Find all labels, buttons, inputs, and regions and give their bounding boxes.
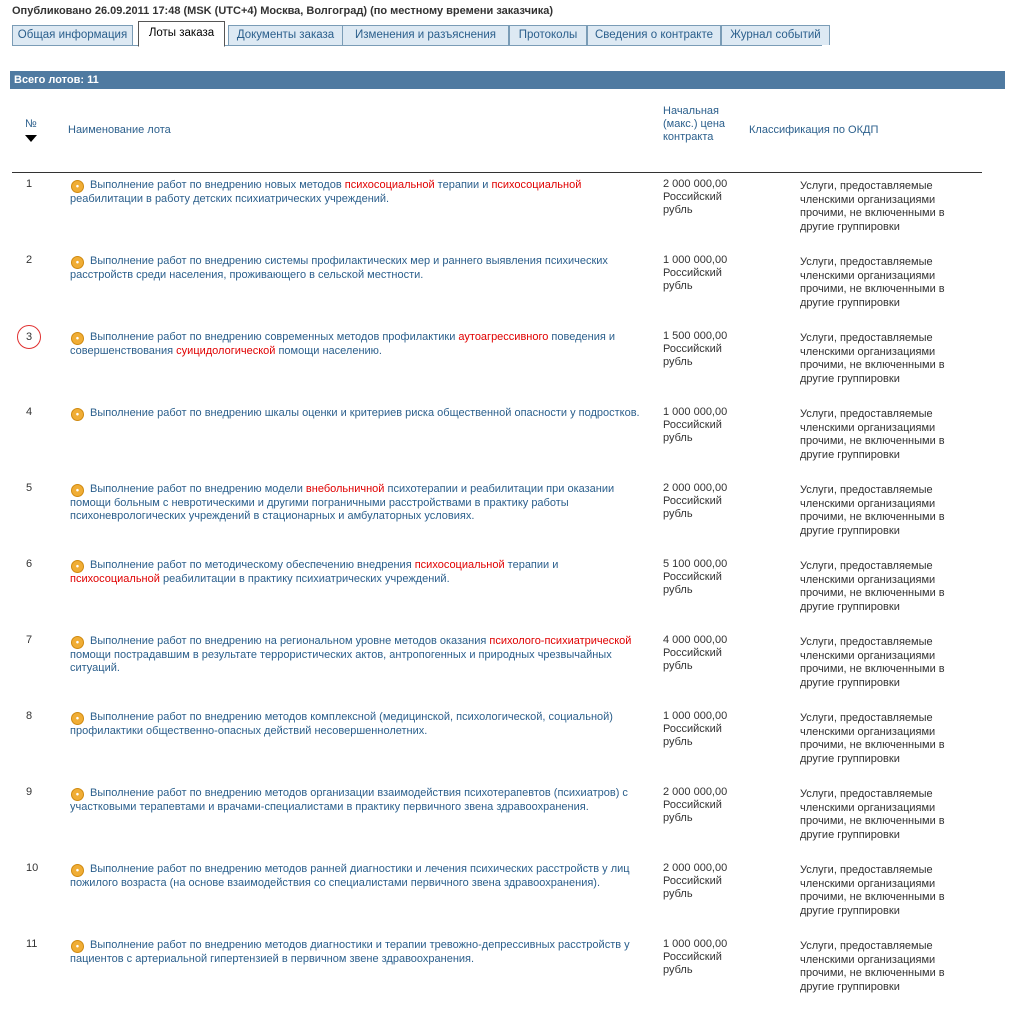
lot-name-text[interactable]: Выполнение работ по внедрению системы профилактических мер и раннего выявления психических расстройств среди населения, проживающего в сельской местности. <box>70 255 608 281</box>
lot-name-highlight[interactable]: аутоагрессивного <box>458 331 549 343</box>
lot-name-text[interactable]: терапии и <box>434 179 492 191</box>
lot-number-circled: 3 <box>17 325 41 349</box>
lot-okdp: Услуги, предоставляемые членскими организациями прочими, не включенными в другие группировки <box>800 408 945 461</box>
lot-name-highlight[interactable]: суицидологической <box>176 344 276 357</box>
lot-info-icon[interactable]: • <box>71 332 84 345</box>
lot-price: 2 000 000,00 Российский рубль <box>663 786 728 824</box>
lot-name-text[interactable]: Выполнение работ по внедрению современных методов профилактики <box>90 331 459 343</box>
column-header-okdp[interactable]: Классификация по ОКДП <box>749 124 879 136</box>
lot-okdp: Услуги, предоставляемые членскими организациями прочими, не включенными в другие группировки <box>800 788 945 841</box>
lot-number: 6 <box>26 558 33 570</box>
tab-bar <box>12 21 1022 45</box>
lot-name-text[interactable]: Выполнение работ по внедрению модели <box>90 483 306 495</box>
lot-name-link[interactable] <box>70 483 645 524</box>
lot-number: 4 <box>26 406 33 418</box>
lot-name-text[interactable]: Выполнение работ по внедрению методов организации взаимодействия психотерапевтов (психиатров) с участковыми терапевтами и врачами-специалистами в практику первичного звена здравоохранения. <box>70 787 628 813</box>
sort-down-arrow-icon[interactable] <box>25 135 37 142</box>
lot-name-link[interactable] <box>70 863 645 890</box>
lot-name-link[interactable] <box>70 711 645 738</box>
lot-name-text[interactable]: Выполнение работ по методическому обеспечению внедрения <box>90 559 415 571</box>
table-row <box>0 932 1022 1008</box>
lot-info-icon[interactable]: • <box>71 940 84 953</box>
tab-protocols[interactable]: Протоколы <box>509 25 587 45</box>
lot-name-text[interactable]: Выполнение работ по внедрению методов диагностики и терапии тревожно-депрессивных расстройств у пациентов с артериальной гипертензией в первичном звене здравоохранения. <box>70 939 630 965</box>
lot-okdp: Услуги, предоставляемые членскими организациями прочими, не включенными в другие группировки <box>800 712 945 765</box>
lot-price: 1 000 000,00 Российский рубль <box>663 938 728 976</box>
lot-okdp: Услуги, предоставляемые членскими организациями прочими, не включенными в другие группировки <box>800 940 945 993</box>
lot-number: 9 <box>26 786 33 798</box>
lot-price: 2 000 000,00 Российский рубль <box>663 178 728 216</box>
tabs-divider <box>12 45 822 46</box>
lot-info-icon[interactable]: • <box>71 256 84 269</box>
tab-general-info[interactable]: Общая информация <box>12 25 133 45</box>
lot-price: 1 500 000,00 Российский рубль <box>663 330 728 368</box>
lot-price: 2 000 000,00 Российский рубль <box>663 482 728 520</box>
lot-info-icon[interactable]: • <box>71 408 84 421</box>
lot-price: 5 100 000,00 Российский рубль <box>663 558 728 596</box>
table-row <box>0 704 1022 780</box>
lot-name-link[interactable] <box>70 255 645 282</box>
lot-name-text[interactable]: Выполнение работ по внедрению методов ранней диагностики и лечения психических расстройств у лиц пожилого возраста (на основе взаимодействия со специалистами первичного звена здравоохранения). <box>70 863 630 889</box>
lot-price: 4 000 000,00 Российский рубль <box>663 634 728 672</box>
lot-price: 1 000 000,00 Российский рубль <box>663 406 728 444</box>
published-info: Опубликовано 26.09.2011 17:48 (MSK (UTC+4) Москва, Волгоград) (по местному времени заказчика) <box>12 5 554 17</box>
total-lots-bar: Всего лотов: 11 <box>10 71 1005 89</box>
tab-changes[interactable]: Изменения и разъяснения <box>342 25 509 45</box>
lot-name-link[interactable] <box>70 635 645 676</box>
column-header-number[interactable]: № <box>25 118 37 130</box>
lot-okdp: Услуги, предоставляемые членскими организациями прочими, не включенными в другие группировки <box>800 864 945 917</box>
tab-contract-info[interactable]: Сведения о контракте <box>587 25 721 45</box>
lot-okdp: Услуги, предоставляемые членскими организациями прочими, не включенными в другие группировки <box>800 636 945 689</box>
lot-info-icon[interactable]: • <box>71 864 84 877</box>
table-row <box>0 172 1022 248</box>
lot-name-text[interactable]: Выполнение работ по внедрению новых методов <box>90 179 345 191</box>
table-row <box>0 628 1022 704</box>
lot-okdp: Услуги, предоставляемые членскими организациями прочими, не включенными в другие группировки <box>800 484 945 537</box>
lot-name-link[interactable] <box>70 787 645 814</box>
lot-name-text[interactable]: психотерапии и реабилитации при оказании помощи больным с невротическими и другими пограничными расстройствами в практику работы психоневрологических учреждений в стационарных и амбулаторных условиях. <box>70 483 615 522</box>
lot-number: 5 <box>26 482 33 494</box>
lot-name-text[interactable]: помощи населению. <box>275 344 382 357</box>
tab-event-log[interactable]: Журнал событий <box>721 25 830 45</box>
lot-number: 8 <box>26 710 33 722</box>
lot-name-highlight[interactable]: психолого-психиатрической <box>489 635 632 647</box>
lot-number: 7 <box>26 634 33 646</box>
lot-name-highlight[interactable]: психосоциальной <box>491 179 582 191</box>
lot-okdp: Услуги, предоставляемые членскими организациями прочими, не включенными в другие группировки <box>800 256 945 309</box>
lot-price: 2 000 000,00 Российский рубль <box>663 862 728 900</box>
lot-number: 11 <box>26 938 38 950</box>
table-row <box>0 856 1022 932</box>
lot-name-text[interactable]: Выполнение работ по внедрению методов комплексной (медицинской, психологической, социальной) профилактики общественно-опасных действий несовершеннолетних. <box>70 711 613 737</box>
lot-name-link[interactable] <box>70 939 645 966</box>
lot-name-text[interactable]: Выполнение работ по внедрению на региональном уровне методов оказания <box>90 635 490 647</box>
lot-name-highlight[interactable]: психосоциальной <box>344 179 435 191</box>
table-row <box>0 780 1022 856</box>
lot-info-icon[interactable]: • <box>71 636 84 649</box>
lot-number: 10 <box>26 862 39 874</box>
lot-info-icon[interactable]: • <box>71 788 84 801</box>
column-header-price[interactable]: Начальная (макс.) цена контракта <box>663 105 726 143</box>
lot-info-icon[interactable]: • <box>71 180 84 193</box>
table-row <box>0 324 1022 400</box>
lot-info-icon[interactable]: • <box>71 560 84 573</box>
lot-name-text[interactable]: реабилитации в работу детских психиатрических учреждений. <box>70 192 390 205</box>
lot-name-highlight[interactable]: психосоциальной <box>414 559 505 571</box>
tab-lots[interactable]: Лоты заказа <box>138 21 225 47</box>
lot-okdp: Услуги, предоставляемые членскими организациями прочими, не включенными в другие группировки <box>800 180 945 233</box>
lot-name-text[interactable]: реабилитации в практику психиатрических учреждений. <box>159 572 450 585</box>
lot-number: 2 <box>26 254 33 266</box>
table-row <box>0 400 1022 476</box>
lot-name-link[interactable] <box>70 179 645 206</box>
lot-price: 1 000 000,00 Российский рубль <box>663 710 728 748</box>
lot-number: 1 <box>26 178 33 190</box>
column-header-lot-name[interactable]: Наименование лота <box>68 124 171 136</box>
lot-okdp: Услуги, предоставляемые членскими организациями прочими, не включенными в другие группировки <box>800 332 945 385</box>
lot-name-link[interactable] <box>70 331 645 358</box>
lot-name-link[interactable] <box>70 559 645 586</box>
lot-info-icon[interactable]: • <box>71 484 84 497</box>
table-row <box>0 552 1022 628</box>
tab-documents[interactable]: Документы заказа <box>228 25 343 45</box>
table-row <box>0 248 1022 324</box>
lot-price: 1 000 000,00 Российский рубль <box>663 254 728 292</box>
lot-name-text[interactable]: поведения и совершенствования <box>70 331 616 357</box>
table-row <box>0 476 1022 552</box>
lot-info-icon[interactable]: • <box>71 712 84 725</box>
lot-name-highlight[interactable]: внебольничной <box>305 483 385 495</box>
lot-name-highlight[interactable]: психосоциальной <box>70 572 160 585</box>
lot-name-text[interactable]: Выполнение работ по внедрению шкалы оценки и критериев риска общественной опасности у подростков. <box>90 407 640 419</box>
lot-name-text[interactable]: помощи пострадавшим в результате террористических актов, антропогенных и природных чрезвычайных ситуаций. <box>70 648 612 674</box>
lot-name-text[interactable]: терапии и <box>504 559 559 571</box>
lot-name-link[interactable] <box>70 407 645 421</box>
lot-okdp: Услуги, предоставляемые членскими организациями прочими, не включенными в другие группировки <box>800 560 945 613</box>
